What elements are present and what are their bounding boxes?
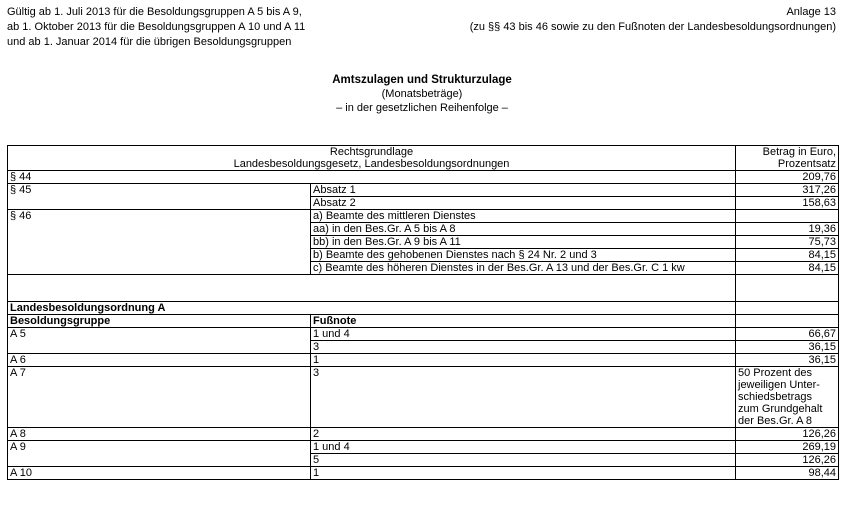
amount-cell: 19,36 xyxy=(736,223,839,236)
validity-note xyxy=(7,5,305,50)
pay-group: A 8 xyxy=(8,428,311,441)
table-row xyxy=(8,441,839,454)
table-header-row xyxy=(8,146,839,171)
header-text: Rechtsgrundlage xyxy=(329,146,414,158)
annex-reference xyxy=(470,5,836,35)
amount-cell: 98,44 xyxy=(736,467,839,480)
note-line: zum Grundgehalt xyxy=(738,403,823,415)
amount-cell xyxy=(736,210,839,223)
empty-cell xyxy=(736,275,839,302)
footnote-cell: 1 und 4 xyxy=(311,328,736,341)
column-header-footnote: Fußnote xyxy=(311,315,736,328)
pay-group: A 6 xyxy=(8,354,311,367)
amount-cell: 66,67 xyxy=(736,328,839,341)
spacer-row xyxy=(8,275,839,302)
pay-group: A 5 xyxy=(8,328,311,354)
amount-cell: 84,15 xyxy=(736,262,839,275)
empty-cell xyxy=(8,275,736,302)
header-legal-basis xyxy=(8,146,736,171)
validity-line: und ab 1. Januar 2014 für die übrigen Besoldungsgruppen xyxy=(7,36,292,48)
column-header-group: Besoldungsgruppe xyxy=(8,315,311,328)
paragraph-label: § 44 xyxy=(8,171,736,184)
pay-group: A 10 xyxy=(8,467,311,480)
amount-cell: 84,15 xyxy=(736,249,839,262)
pay-group: A 7 xyxy=(8,367,311,428)
item-text: c) Beamte des höheren Dienstes in der Bes.Gr. A 13 und der Bes.Gr. C 1 kw xyxy=(311,262,736,275)
footnote-cell: 2 xyxy=(311,428,736,441)
amount-cell: 126,26 xyxy=(736,428,839,441)
percentage-note xyxy=(736,367,839,428)
amount-cell: 317,26 xyxy=(736,184,839,197)
column-header-row xyxy=(8,315,839,328)
empty-cell xyxy=(736,302,839,315)
table-row xyxy=(8,171,839,184)
table-row xyxy=(8,328,839,341)
footnote-cell: 1 und 4 xyxy=(311,441,736,454)
amount-cell: 269,19 xyxy=(736,441,839,454)
note-line: 50 Prozent des xyxy=(738,367,812,379)
footnote-cell: 1 xyxy=(311,354,736,367)
header-text: Prozentsatz xyxy=(777,158,836,170)
footnote-cell: 3 xyxy=(311,341,736,354)
table-row xyxy=(8,428,839,441)
item-text: aa) in den Bes.Gr. A 5 bis A 8 xyxy=(311,223,736,236)
validity-line: ab 1. Oktober 2013 für die Besoldungsgruppen A 10 und A 11 xyxy=(7,21,306,33)
table-row xyxy=(8,467,839,480)
document-order-note: – in der gesetzlichen Reihenfolge – xyxy=(336,102,508,114)
amount-cell: 36,15 xyxy=(736,354,839,367)
pay-group: A 9 xyxy=(8,441,311,467)
item-text: bb) in den Bes.Gr. A 9 bis A 11 xyxy=(311,236,736,249)
amount-cell: 75,73 xyxy=(736,236,839,249)
allowance-table xyxy=(7,145,839,480)
document-title: Amtszulagen und Strukturzulage xyxy=(332,74,512,86)
amount-cell: 158,63 xyxy=(736,197,839,210)
table-row xyxy=(8,367,839,428)
footnote-cell: 1 xyxy=(311,467,736,480)
amount-cell: 36,15 xyxy=(736,341,839,354)
note-line: jeweiligen Unter- xyxy=(738,379,820,391)
table-row xyxy=(8,184,839,197)
paragraph-label: § 46 xyxy=(8,210,311,275)
annex-scope: (zu §§ 43 bis 46 sowie zu den Fußnoten der Landesbesoldungsordnungen) xyxy=(469,21,836,33)
header-amount xyxy=(736,146,839,171)
table-row xyxy=(8,354,839,367)
note-line: schiedsbetrags xyxy=(738,391,812,403)
empty-cell xyxy=(736,315,839,328)
table-row xyxy=(8,210,839,223)
footnote-cell: 5 xyxy=(311,454,736,467)
section-title: Landesbesoldungsordnung A xyxy=(8,302,736,315)
validity-line: Gültig ab 1. Juli 2013 für die Besoldungsgruppen A 5 bis A 9, xyxy=(7,6,302,18)
document-title-block xyxy=(0,73,844,115)
amount-cell: 209,76 xyxy=(736,171,839,184)
item-text: a) Beamte des mittleren Dienstes xyxy=(311,210,736,223)
item-text: b) Beamte des gehobenen Dienstes nach § 24 Nr. 2 und 3 xyxy=(311,249,736,262)
header-text: Landesbesoldungsgesetz, Landesbesoldungsordnungen xyxy=(233,158,510,170)
annex-number: Anlage 13 xyxy=(786,6,836,18)
footnote-cell: 3 xyxy=(311,367,736,428)
document-subtitle: (Monatsbeträge) xyxy=(381,88,463,100)
header-text: Betrag in Euro, xyxy=(762,146,836,158)
item-text: Absatz 1 xyxy=(311,184,736,197)
item-text: Absatz 2 xyxy=(311,197,736,210)
note-line: der Bes.Gr. A 8 xyxy=(738,415,812,427)
amount-cell: 126,26 xyxy=(736,454,839,467)
section-header-row xyxy=(8,302,839,315)
paragraph-label: § 45 xyxy=(8,184,311,210)
